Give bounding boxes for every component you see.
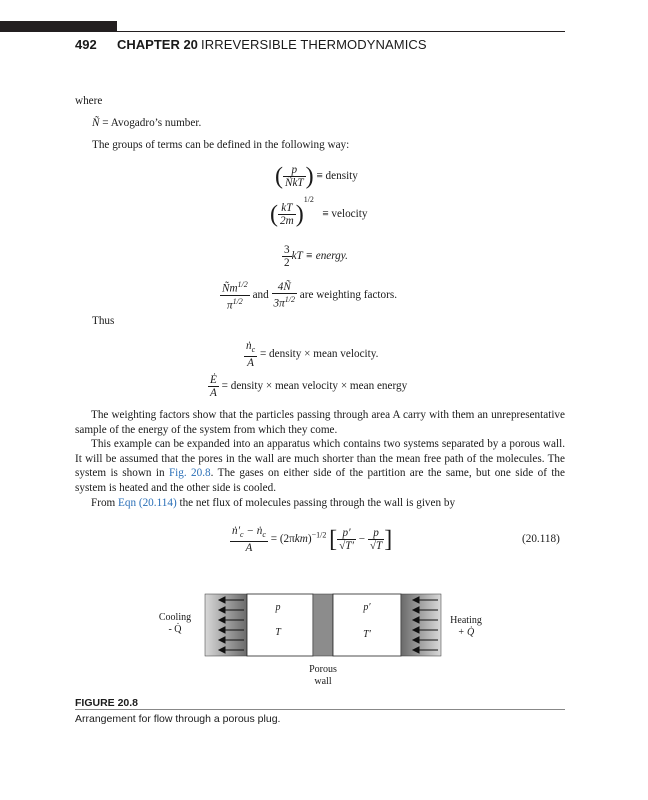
energy-def: kT ≡ energy. — [291, 250, 348, 263]
heating-block — [401, 594, 441, 656]
eq-velocity: ( $\frac{kT}{2m}$ )$^{1/2}$ ≡ velocity — [270, 195, 368, 228]
avogadro-line: Ñ = Avogadro’s number. — [92, 117, 202, 129]
where-text: where — [75, 95, 103, 107]
figure-caption: Arrangement for flow through a porous plug. — [75, 713, 281, 725]
thus-text: Thus — [92, 315, 115, 327]
right-temperature: T′ — [363, 629, 371, 640]
porous-label: Porous — [309, 664, 337, 675]
eq-flux: $\frac{ṅ_c}{A}$ = density × mean velocity. — [246, 340, 379, 370]
figure-caption-rule — [75, 709, 565, 710]
weighting-paragraph: The weighting factors show that the particles passing through area A carry with them an unrepresentative sample of the energy of the system from which they come. — [75, 409, 565, 436]
wall-label: wall — [314, 676, 332, 687]
avogadro-text: = Avogadro’s number. — [102, 117, 202, 129]
example-paragraph: This example can be expanded into an apparatus which contains two systems separated by a porous wall. It will be assumed that the pores in the wall are much shorter than the mean free path of the molecules. The system is shown in Fig. 20.8. The gases on either side of the partition are the same, but one side of the system is heated and the other side is cooled. — [75, 438, 565, 494]
and-word: and — [252, 288, 269, 301]
eq-energy-flux: $\frac{Ė}{A}$ = density × mean velocity × mean energy — [210, 374, 408, 399]
from-paragraph: From Eqn (20.114) the net flux of molecules passing through the wall is given by — [91, 496, 456, 509]
right-pressure: p′ — [363, 602, 371, 613]
heating-label: Heating — [450, 615, 482, 626]
density-def: ≡ density — [316, 170, 358, 183]
page-number: 492 — [75, 37, 97, 52]
eq-density: ( $\frac{p}{\text{ÑkT}}$ ) ≡ density — [275, 163, 358, 190]
left-pressure: p — [275, 602, 281, 613]
equation-link[interactable]: Eqn (20.114) — [118, 496, 177, 509]
chapter-title: IRREVERSIBLE THERMODYNAMICS — [201, 37, 427, 52]
groups-intro: The groups of terms can be defined in the following way: — [92, 139, 350, 151]
cooling-block — [205, 594, 247, 656]
cooling-label: Cooling — [158, 612, 192, 623]
flux-rhs: = density × mean velocity. — [259, 348, 379, 361]
left-temperature: T — [275, 627, 281, 638]
eq-20-118: $\frac{ṅ'_c - ṅ_c}{A}$ = $(2\pi km)^{-1/2}$ [ $\frac{p'}{√T'}$ − $\frac{p}{√T}$ ] — [232, 525, 393, 555]
weighting-tail: are weighting factors. — [299, 288, 397, 301]
energy-flux-rhs: = density × mean velocity × mean energy — [221, 380, 408, 393]
chapter-label: CHAPTER 20 — [117, 37, 198, 52]
heating-q: + Q̇ — [457, 627, 475, 638]
velocity-def: ≡ velocity — [322, 208, 368, 221]
porous-wall — [313, 594, 333, 656]
figure-label: FIGURE 20.8 — [75, 697, 139, 709]
eq-energy: $\frac{3}{2}$ kT ≡ energy. — [284, 244, 348, 269]
equation-number: (20.118) — [522, 533, 560, 545]
cooling-q: - Q̇ — [168, 624, 182, 635]
figure-link[interactable]: Fig. 20.8 — [168, 467, 211, 480]
eq-weighting: $\frac{Ñm^{1/2}}{\pi^{1/2}}$ and $\frac{4Ñ}{3\pi^{1/2}}$ are weighting factors. — [222, 280, 397, 312]
